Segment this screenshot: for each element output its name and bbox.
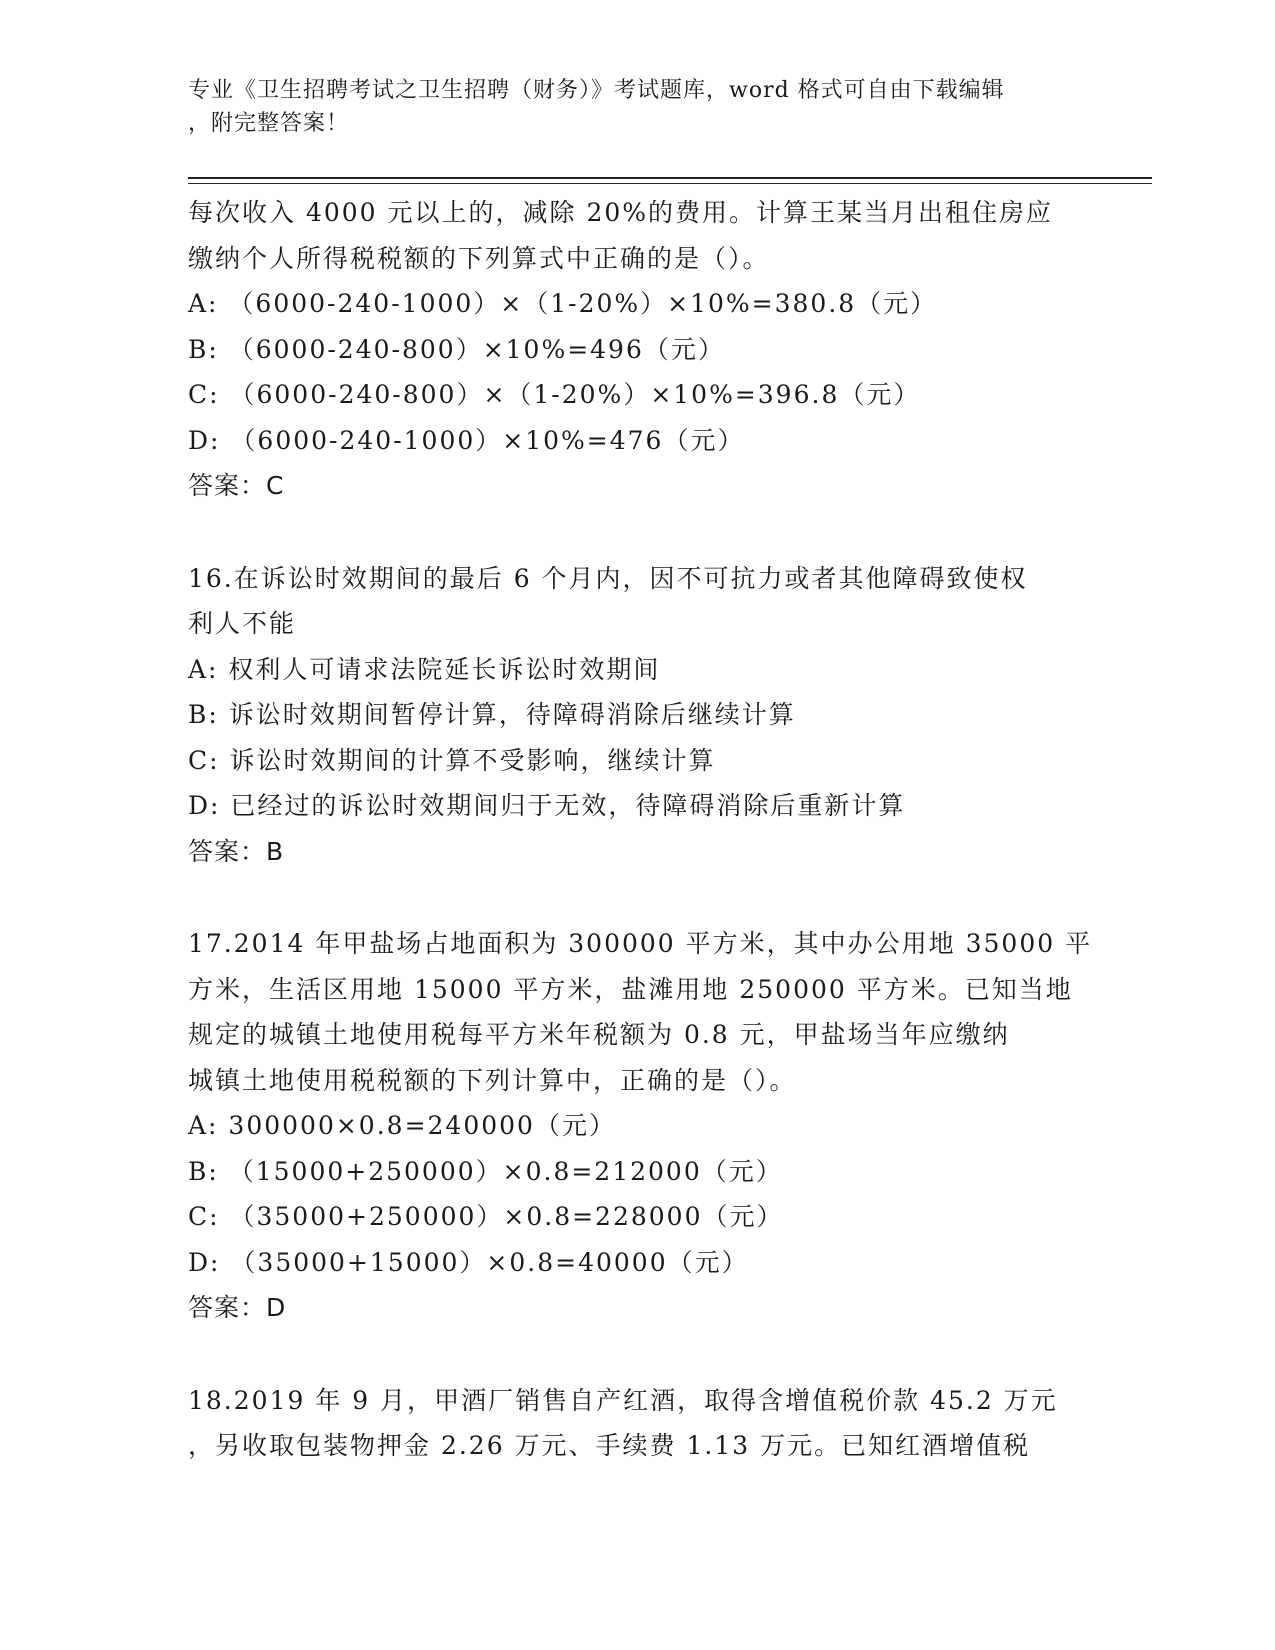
question-stem-line: 利人不能	[188, 609, 297, 638]
document-header	[188, 74, 1068, 140]
option-b: B: 诉讼时效期间暂停计算，待障碍消除后继续计算	[188, 700, 796, 729]
answer-label: 答案：C	[188, 471, 285, 500]
question-stem-line: 方米，生活区用地 15000 平方米，盐滩用地 250000 平方米。已知当地	[188, 974, 1073, 1004]
answer-label: 答案：D	[188, 1293, 287, 1322]
option-a: A: 300000×0.8=240000（元）	[188, 1111, 616, 1140]
option-c: C: （35000+250000）×0.8=228000（元）	[188, 1202, 784, 1231]
question-stem-line: 缴纳个人所得税税额的下列算式中正确的是（）。	[188, 243, 770, 273]
option-b: B: （6000-240-800）×10%=496（元）	[188, 334, 725, 364]
option-d: D: 已经过的诉讼时效期间归于无效，待障碍消除后重新计算	[188, 791, 906, 820]
question-17	[188, 921, 1093, 1331]
option-c: C: （6000-240-800）×（1-20%）×10%=396.8（元）	[188, 380, 921, 409]
question-stem-line: ，另收取包装物押金 2.26 万元、手续费 1.13 万元。已知红酒增值税	[188, 1431, 1031, 1460]
question-stem-line: 16.在诉讼时效期间的最后 6 个月内，因不可抗力或者其他障碍致使权	[188, 563, 1028, 593]
question-stem-line: 17.2014 年甲盐场占地面积为 300000 平方米，其中办公用地 35000 平	[188, 929, 1093, 958]
question-18	[188, 1378, 1088, 1469]
header-rule-thick	[188, 177, 1152, 179]
header-line-2: ，附完整答案！	[188, 111, 350, 136]
answer-label: 答案：B	[188, 836, 285, 866]
question-stem-line: 每次收入 4000 元以上的，减除 20%的费用。计算王某当月出租住房应	[188, 198, 1054, 227]
question-stem-line: 18.2019 年 9 月，甲酒厂销售自产红酒，取得含增值税价款 45.2 万元	[188, 1385, 1058, 1415]
question-16	[188, 556, 1088, 875]
header-rule-thin	[188, 183, 1152, 184]
question-stem-line: 规定的城镇土地使用税每平方米年税额为 0.8 元，甲盐场当年应缴纳	[188, 1020, 1010, 1049]
option-c: C: 诉讼时效期间的计算不受影响，继续计算	[188, 745, 716, 775]
option-d: D: （35000+15000）×0.8=40000（元）	[188, 1247, 749, 1277]
question-15	[188, 190, 1088, 509]
header-line-1: 专业《卫生招聘考试之卫生招聘（财务）》考试题库，word 格式可自由下载编辑	[188, 78, 1005, 103]
question-list	[188, 190, 1093, 1469]
option-b: B: （15000+250000）×0.8=212000（元）	[188, 1156, 783, 1186]
question-stem-line: 城镇土地使用税税额的下列计算中，正确的是（）。	[188, 1065, 797, 1095]
option-a: A: （6000-240-1000）×（1-20%）×10%=380.8（元）	[188, 289, 938, 318]
option-d: D: （6000-240-1000）×10%=476（元）	[188, 425, 745, 455]
option-a: A: 权利人可请求法院延长诉讼时效期间	[188, 654, 661, 684]
